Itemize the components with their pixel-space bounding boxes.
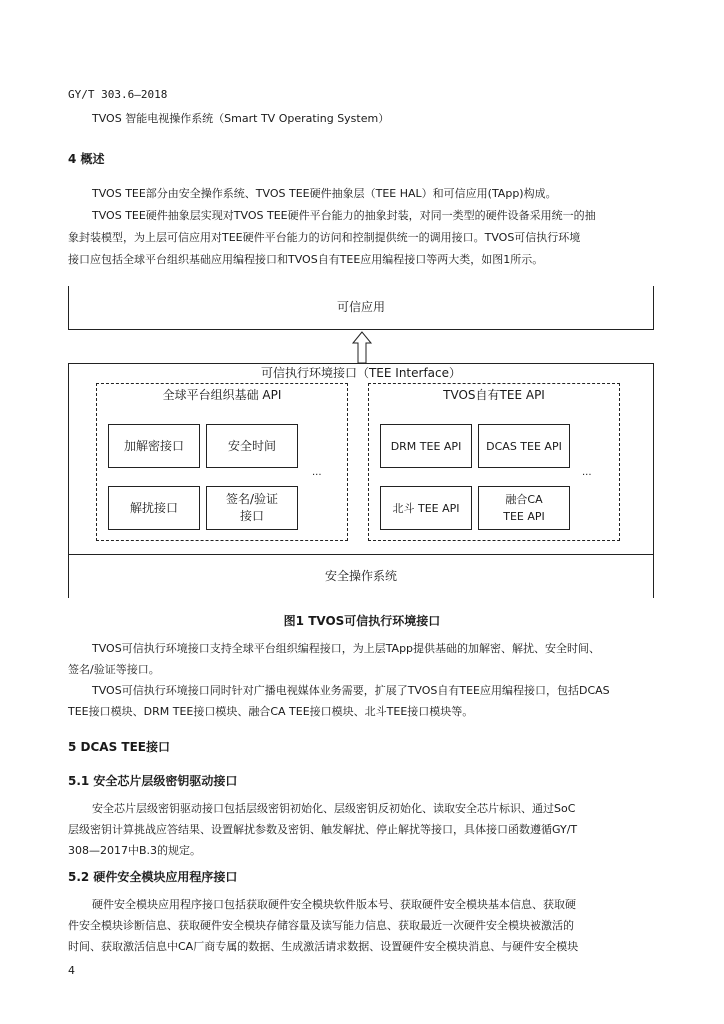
after-figure-paragraph-2-line-1: TVOS可信执行环境接口同时针对广播电视媒体业务需要，扩展了TVOS自有TEE应用编程接口，包括DCAS <box>92 684 610 697</box>
section-5-1-heading: 5.1 安全芯片层级密钥驱动接口 <box>68 774 238 788</box>
descramble-interface-box <box>108 486 200 530</box>
after-figure-paragraph-2-line-2: TEE接口模块、DRM TEE接口模块、融合CA TEE接口模块、北斗TEE接口模块等。 <box>68 705 474 718</box>
page-number: 4 <box>68 964 75 977</box>
fusion-ca-tee-api-box <box>478 486 570 530</box>
trusted-app-label: 可信应用 <box>336 300 385 314</box>
sign-verify-label: 签名/验证接口 <box>225 492 279 523</box>
section-4-paragraph-2-line-2: 象封装模型，为上层可信应用对TEE硬件平台能力的访问和控制提供统一的调用接口。TVOS可信执行环境 <box>68 231 581 244</box>
section-5-heading: 5 DCAS TEE接口 <box>68 740 170 754</box>
section-5-2-line-2: 件安全模块诊断信息、获取硬件安全模块存储容量及读写能力信息、获取最近一次硬件安全模块被激活的 <box>68 919 574 932</box>
secure-time-box <box>206 424 298 468</box>
section-5-1-line-2: 层级密钥计算挑战应答结果、设置解扰参数及密钥、触发解扰、停止解扰等接口，具体接口函数遵循GY/T <box>68 823 578 836</box>
crypto-interface-box <box>108 424 200 468</box>
trusted-app-box <box>68 286 654 330</box>
tvos-more-ellipsis: ··· <box>582 470 592 481</box>
secure-os-box <box>68 554 654 598</box>
section-5-2-line-3: 时间、获取激活信息中CA厂商专属的数据、生成激活请求数据、设置硬件安全模块消息、与硬件安全模块 <box>68 940 579 953</box>
fusion-ca-tee-api-label: 融合CA TEE API <box>503 493 545 523</box>
section-5-1-line-3: 308—2017中B.3的规定。 <box>68 844 202 857</box>
figure-1-caption: 图1 TVOS可信执行环境接口 <box>283 614 441 628</box>
tee-interface-label: 可信执行环境接口（TEE Interface） <box>260 366 462 380</box>
definition-tvos: TVOS 智能电视操作系统（Smart TV Operating System） <box>92 112 390 125</box>
tvos-api-group-title: TVOS自有TEE API <box>443 388 545 402</box>
standard-number: GY/T 303.6—2018 <box>68 88 168 101</box>
drm-tee-api-box <box>380 424 472 468</box>
descramble-interface-label: 解扰接口 <box>129 500 178 515</box>
secure-time-label: 安全时间 <box>227 438 276 453</box>
section-5-1-line-1: 安全芯片层级密钥驱动接口包括层级密钥初始化、层级密钥反初始化、读取安全芯片标识、通过SoC <box>92 802 576 815</box>
dcas-tee-api-label: DCAS TEE API <box>486 439 562 453</box>
dcas-tee-api-box <box>478 424 570 468</box>
after-figure-paragraph-1-line-2: 签名/验证等接口。 <box>68 663 160 676</box>
beidou-tee-api-box <box>380 486 472 530</box>
sign-verify-box <box>206 486 298 530</box>
section-4-paragraph-1: TVOS TEE部分由安全操作系统、TVOS TEE硬件抽象层（TEE HAL）和可信应用(TApp)构成。 <box>92 187 557 200</box>
gp-more-ellipsis: ··· <box>312 470 322 481</box>
secure-os-label: 安全操作系统 <box>324 569 397 583</box>
section-5-2-heading: 5.2 硬件安全模块应用程序接口 <box>68 870 238 884</box>
crypto-interface-label: 加解密接口 <box>123 438 184 453</box>
after-figure-paragraph-1-line-1: TVOS可信执行环境接口支持全球平台组织编程接口，为上层TApp提供基础的加解密、解扰、安全时间、 <box>92 642 601 655</box>
section-4-paragraph-2-line-3: 接口应包括全球平台组织基础应用编程接口和TVOS自有TEE应用编程接口等两大类，如图1所示。 <box>68 253 544 266</box>
section-5-2-line-1: 硬件安全模块应用程序接口包括获取硬件安全模块软件版本号、获取硬件安全模块基本信息、获取硬 <box>92 898 576 911</box>
up-arrow-icon <box>350 330 374 364</box>
section-4-heading: 4 概述 <box>68 152 105 166</box>
beidou-tee-api-label: 北斗 TEE API <box>392 501 460 515</box>
section-4-paragraph-2-line-1: TVOS TEE硬件抽象层实现对TVOS TEE硬件平台能力的抽象封装，对同一类型的硬件设备采用统一的抽 <box>92 209 596 222</box>
gp-api-group-title: 全球平台组织基础 API <box>162 388 282 402</box>
drm-tee-api-label: DRM TEE API <box>390 439 462 453</box>
